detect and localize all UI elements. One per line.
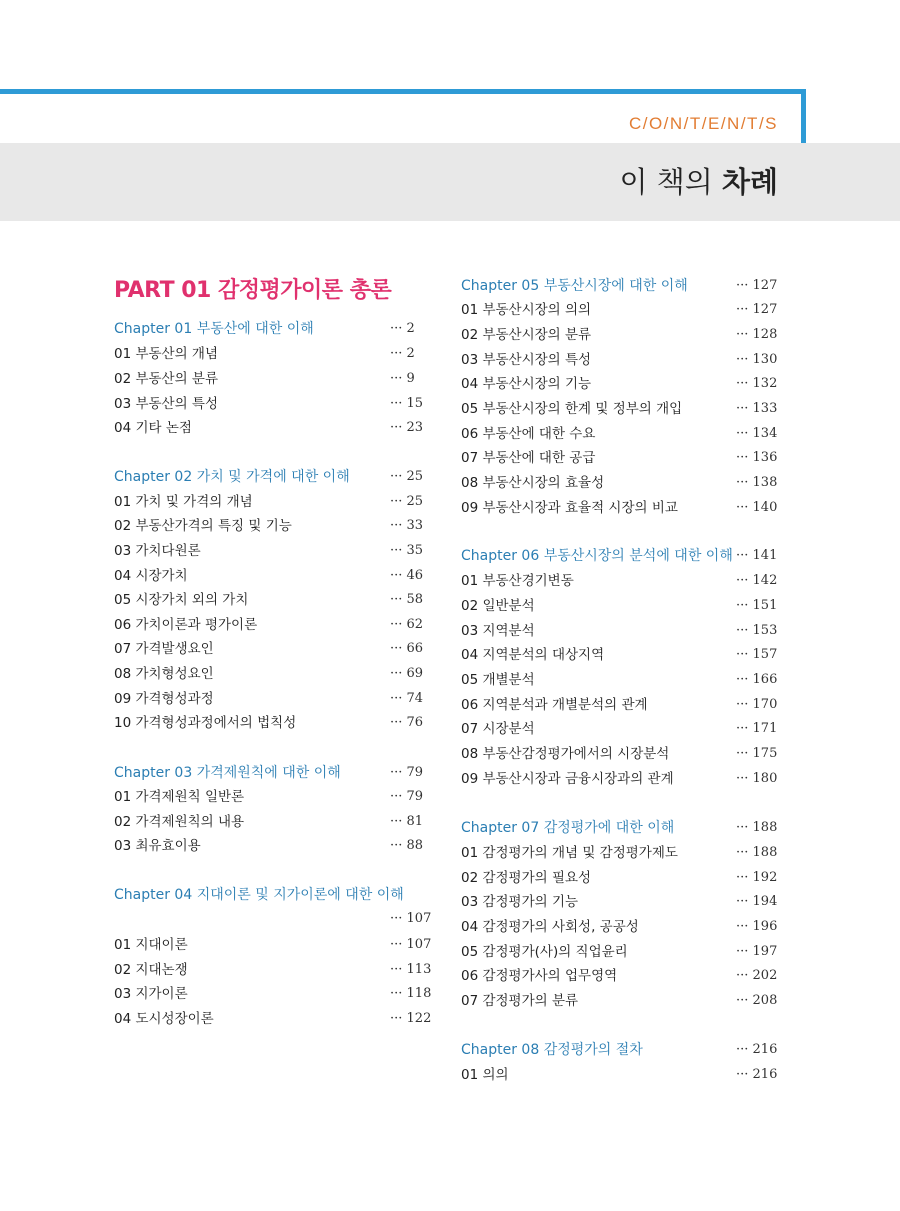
page-title-bold: 차례: [721, 165, 778, 199]
page-number: ··· 66: [390, 641, 424, 656]
entry-title: 07 부동산에 대한 공급: [461, 450, 596, 466]
chapter-title: Chapter 05 부동산시장에 대한 이해: [461, 278, 688, 294]
toc-entry: [114, 540, 426, 562]
page-number: ··· 127: [736, 302, 778, 317]
page-number: ··· 208: [736, 993, 778, 1008]
entry-title: 06 지역분석과 개별분석의 관계: [461, 697, 648, 713]
page-number: ··· 118: [390, 986, 432, 1001]
entry-title: 03 부동산시장의 특성: [461, 352, 592, 368]
toc-entry: [114, 565, 426, 587]
toc-entry: [461, 644, 778, 666]
page-number: ··· 188: [736, 845, 778, 860]
page-number: ··· 127: [736, 278, 778, 293]
page-number: ··· 192: [736, 870, 778, 885]
entry-title: 02 부동산의 분류: [114, 371, 219, 387]
page-number: ··· 2: [390, 346, 415, 361]
chapter-title: Chapter 06 부동산시장의 분석에 대한 이해: [461, 548, 733, 564]
toc-entry: [114, 1008, 432, 1030]
entry-title: 01 부동산의 개념: [114, 346, 219, 362]
page-number: ··· 138: [736, 475, 778, 490]
entry-title: 03 최유효이용: [114, 838, 201, 854]
chapter-title: Chapter 07 감정평가에 대한 이해: [461, 820, 675, 836]
entry-title: 02 일반분석: [461, 598, 535, 614]
entry-title: 05 부동산시장의 한계 및 정부의 개입: [461, 401, 683, 417]
page-number: ··· 216: [736, 1067, 778, 1082]
entry-title: 08 부동산시장의 효율성: [461, 475, 605, 491]
entry-title: 03 감정평가의 기능: [461, 894, 579, 910]
entry-title: 04 기타 논점: [114, 420, 192, 436]
chapter-heading: [114, 762, 426, 784]
page-number: ··· 194: [736, 894, 778, 909]
page-number: ··· 170: [736, 697, 778, 712]
toc-entry: [461, 595, 778, 617]
chapter-heading: [114, 884, 426, 906]
toc-entry: [114, 638, 426, 660]
entry-title: 01 감정평가의 개념 및 감정평가제도: [461, 845, 678, 861]
page-number: ··· 46: [390, 568, 424, 583]
entry-title: 07 감정평가의 분류: [461, 993, 579, 1009]
toc-entry: [114, 811, 426, 833]
entry-title: 04 도시성장이론: [114, 1011, 214, 1027]
page-number: ··· 140: [736, 500, 778, 515]
page-number: ··· 171: [736, 721, 778, 736]
entry-title: 05 감정평가(사)의 직업윤리: [461, 944, 628, 960]
toc-entry: [461, 1064, 778, 1086]
page-number: ··· 132: [736, 376, 778, 391]
toc-entry: [461, 570, 778, 592]
entry-title: 01 가격제원칙 일반론: [114, 789, 245, 805]
entry-title: 02 가격제원칙의 내용: [114, 814, 245, 830]
page-number: ··· 79: [390, 765, 424, 780]
toc-entry: [461, 694, 778, 716]
part-title: PART 01 감정평가이론 총론: [114, 278, 392, 303]
entry-title: 06 부동산에 대한 수요: [461, 426, 596, 442]
page-title-prefix: 이 책의: [619, 165, 713, 199]
toc-entry: [114, 835, 426, 857]
entry-title: 10 가격형성과정에서의 법칙성: [114, 715, 297, 731]
chapter-heading: [461, 545, 778, 567]
page-number: ··· 128: [736, 327, 778, 342]
page-number: ··· 113: [390, 962, 432, 977]
entry-title: 02 부동산시장의 분류: [461, 327, 592, 343]
entry-title: 06 가치이론과 평가이론: [114, 617, 258, 633]
entry-title: 01 부동산시장의 의의: [461, 302, 592, 318]
page-number: ··· 130: [736, 352, 778, 367]
entry-title: 08 가치형성요인: [114, 666, 214, 682]
page-number: ··· 58: [390, 592, 424, 607]
toc-entry: [114, 959, 432, 981]
page-number: ··· 107: [390, 937, 432, 952]
chapter-heading: [114, 466, 426, 488]
contents-label: C/O/N/T/E/N/T/S: [628, 114, 778, 133]
page-number: ··· 153: [736, 623, 778, 638]
entry-title: 09 부동산시장과 효율적 시장의 비교: [461, 500, 678, 516]
chapter-heading: [461, 817, 778, 839]
top-accent-rule: [0, 89, 806, 94]
page-number: ··· 197: [736, 944, 778, 959]
entry-title: 07 시장분석: [461, 721, 535, 737]
toc-entry: [461, 669, 778, 691]
toc-entry: [461, 497, 778, 519]
toc-entry: [114, 614, 426, 636]
chapter-title: Chapter 01 부동산에 대한 이해: [114, 321, 314, 337]
entry-title: 04 지역분석의 대상지역: [461, 647, 605, 663]
entry-title: 09 부동산시장과 금융시장과의 관계: [461, 771, 674, 787]
entry-title: 05 개별분석: [461, 672, 535, 688]
page-number: ··· 88: [390, 838, 424, 853]
page-number: ··· 133: [736, 401, 778, 416]
toc-entry: [114, 491, 426, 513]
toc-entry: [461, 718, 778, 740]
toc-entry: [461, 373, 778, 395]
entry-title: 03 부동산의 특성: [114, 396, 219, 412]
entry-title: 01 가치 및 가격의 개념: [114, 494, 253, 510]
page-number: ··· 180: [736, 771, 778, 786]
chapter-heading: [114, 318, 426, 340]
page-title: [619, 160, 778, 201]
toc-entry: [114, 786, 426, 808]
page-number: ··· 196: [736, 919, 778, 934]
toc-entry: [461, 941, 778, 963]
entry-title: 01 의의: [461, 1067, 509, 1083]
entry-title: 05 시장가치 외의 가치: [114, 592, 249, 608]
page-number: ··· 202: [736, 968, 778, 983]
entry-title: 02 지대논쟁: [114, 962, 188, 978]
chapter-title: Chapter 02 가치 및 가격에 대한 이해: [114, 469, 350, 485]
toc-entry: [114, 688, 426, 710]
page-number: ··· 69: [390, 666, 424, 681]
page-number: ··· 188: [736, 820, 778, 835]
entry-title: 02 부동산가격의 특징 및 기능: [114, 518, 292, 534]
page-number: ··· 76: [390, 715, 424, 730]
toc-entry: [461, 916, 778, 938]
toc-entry: [114, 515, 426, 537]
page-number: ··· 157: [736, 647, 778, 662]
page-number: ··· 142: [736, 573, 778, 588]
page-number: ··· 107: [390, 911, 432, 926]
page-number: ··· 2: [390, 321, 415, 336]
entry-title: 01 부동산경기변동: [461, 573, 574, 589]
toc-entry: [114, 983, 432, 1005]
chapter-heading: [461, 275, 778, 297]
toc-entry: [114, 368, 426, 390]
toc-entry: [461, 867, 778, 889]
entry-title: 01 지대이론: [114, 937, 188, 953]
toc-entry: [114, 417, 426, 439]
toc-entry: [461, 349, 778, 371]
toc-entry: [461, 472, 778, 494]
page-number: ··· 33: [390, 518, 424, 533]
page-number: ··· 136: [736, 450, 778, 465]
page-number: ··· 122: [390, 1011, 432, 1026]
toc-entry: [461, 842, 778, 864]
toc-entry: [114, 393, 426, 415]
page-number: ··· 134: [736, 426, 778, 441]
page-number: ··· 62: [390, 617, 424, 632]
toc-entry: [114, 908, 432, 930]
page-number: ··· 79: [390, 789, 424, 804]
page-number: ··· 166: [736, 672, 778, 687]
entry-title: 03 가치다원론: [114, 543, 201, 559]
page-number: ··· 9: [390, 371, 415, 386]
entry-title: 03 지가이론: [114, 986, 188, 1002]
entry-title: 07 가격발생요인: [114, 641, 214, 657]
page-number: ··· 216: [736, 1042, 778, 1057]
page-number: ··· 25: [390, 494, 424, 509]
chapter-title: Chapter 08 감정평가의 절차: [461, 1042, 643, 1058]
page-number: ··· 81: [390, 814, 424, 829]
entry-title: 04 감정평가의 사회성, 공공성: [461, 919, 639, 935]
toc-entry: [461, 965, 778, 987]
chapter-title: Chapter 03 가격제원칙에 대한 이해: [114, 765, 341, 781]
chapter-title: Chapter 04 지대이론 및 지가이론에 대한 이해: [114, 887, 404, 903]
page-number: ··· 151: [736, 598, 778, 613]
toc-entry: [114, 934, 432, 956]
entry-title: 03 지역분석: [461, 623, 535, 639]
toc-entry: [461, 299, 778, 321]
page-number: ··· 141: [736, 548, 778, 563]
chapter-heading: [461, 1039, 778, 1061]
toc-entry: [114, 663, 426, 685]
entry-title: 04 시장가치: [114, 568, 188, 584]
toc-entry: [461, 990, 778, 1012]
entry-title: 04 부동산시장의 기능: [461, 376, 592, 392]
entry-title: 09 가격형성과정: [114, 691, 214, 707]
toc-entry: [461, 447, 778, 469]
entry-title: 02 감정평가의 필요성: [461, 870, 592, 886]
page-number: ··· 23: [390, 420, 424, 435]
toc-entry: [461, 398, 778, 420]
toc-entry: [461, 768, 778, 790]
page-number: ··· 25: [390, 469, 424, 484]
toc-entry: [114, 589, 426, 611]
toc-entry: [461, 423, 778, 445]
page-number: ··· 15: [390, 396, 424, 411]
entry-title: 08 부동산감정평가에서의 시장분석: [461, 746, 670, 762]
toc-entry: [461, 891, 778, 913]
toc-entry: [461, 620, 778, 642]
toc-entry: [114, 712, 426, 734]
page-number: ··· 74: [390, 691, 424, 706]
toc-entry: [114, 343, 426, 365]
page-number: ··· 175: [736, 746, 778, 761]
toc-entry: [461, 743, 778, 765]
toc-entry: [461, 324, 778, 346]
page-number: ··· 35: [390, 543, 424, 558]
entry-title: 06 감정평가사의 업무영역: [461, 968, 618, 984]
